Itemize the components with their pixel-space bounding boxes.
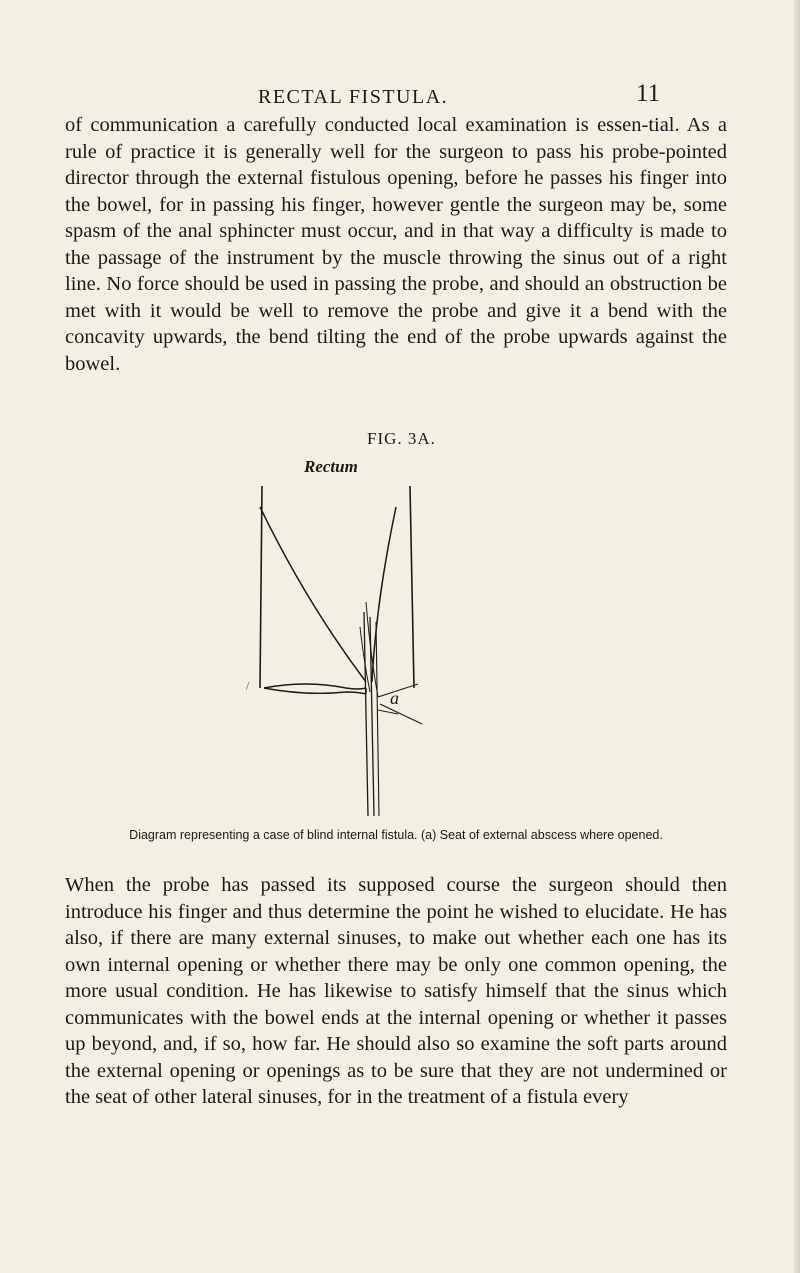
anal-canal-line-3 [376, 622, 379, 816]
rectum-wall-right [410, 486, 414, 688]
figure-label: FIG. 3A. [367, 429, 436, 448]
caption-prefix: Diagram representing a case of blind internal fistula. [129, 828, 418, 842]
diagram-svg [246, 452, 516, 816]
paragraph-2: When the probe has passed its supposed course the surgeon should then introduce his finger and thus determine the point he wished to elucidate. He has also, if there are many external sinuses, to make out whether each one has its own internal opening or whether there may be only one common opening, the more usual condition. He has likewise to satisfy himself that the sinus which communicates with the bowel ends at the internal opening or whether it passes up beyond, and, if so, how far. He should also so examine the soft parts around the external opening or openings as to be sure that they are not undermined or the seat of other lateral sinuses, for in the treatment of a fistula every [65, 874, 727, 1108]
rectum-inner-right [372, 507, 396, 682]
running-head: RECTAL FISTULA. [258, 86, 449, 108]
sinus-tract-upper [264, 684, 366, 689]
fistula-diagram [246, 452, 516, 816]
rectum-wall-left [260, 486, 262, 688]
caption-suffix: (a) Seat of external abscess where opened. [421, 828, 663, 842]
page-number: 11 [636, 80, 661, 107]
rectum-label: Rectum [304, 457, 358, 476]
stray-mark [246, 682, 249, 690]
abscess-leader-2 [380, 704, 422, 724]
rectum-inner-left [260, 507, 366, 682]
figure-caption [65, 827, 727, 843]
page-edge [794, 0, 800, 1273]
point-label-a: a [390, 688, 399, 708]
paragraph-1: of communication a carefully conducted local examination is essen-tial. As a rule of practice it is generally well for the surgeon to pass his probe-pointed director through the external fistulous opening, before he passes his finger into the bowel, for in passing his finger, however gentle the surgeon may be, some spasm of the anal sphincter must occur, and in that way a difficulty is made to the passage of the instrument by the muscle throwing the sinus out of a right line. No force should be used in passing the probe, and should an obstruction be met with it would be well to remove the probe and give it a bend with the concavity upwards, the bend tilting the end of the probe upwards against the bowel. [65, 114, 727, 375]
anal-canal-line-1 [364, 612, 368, 816]
